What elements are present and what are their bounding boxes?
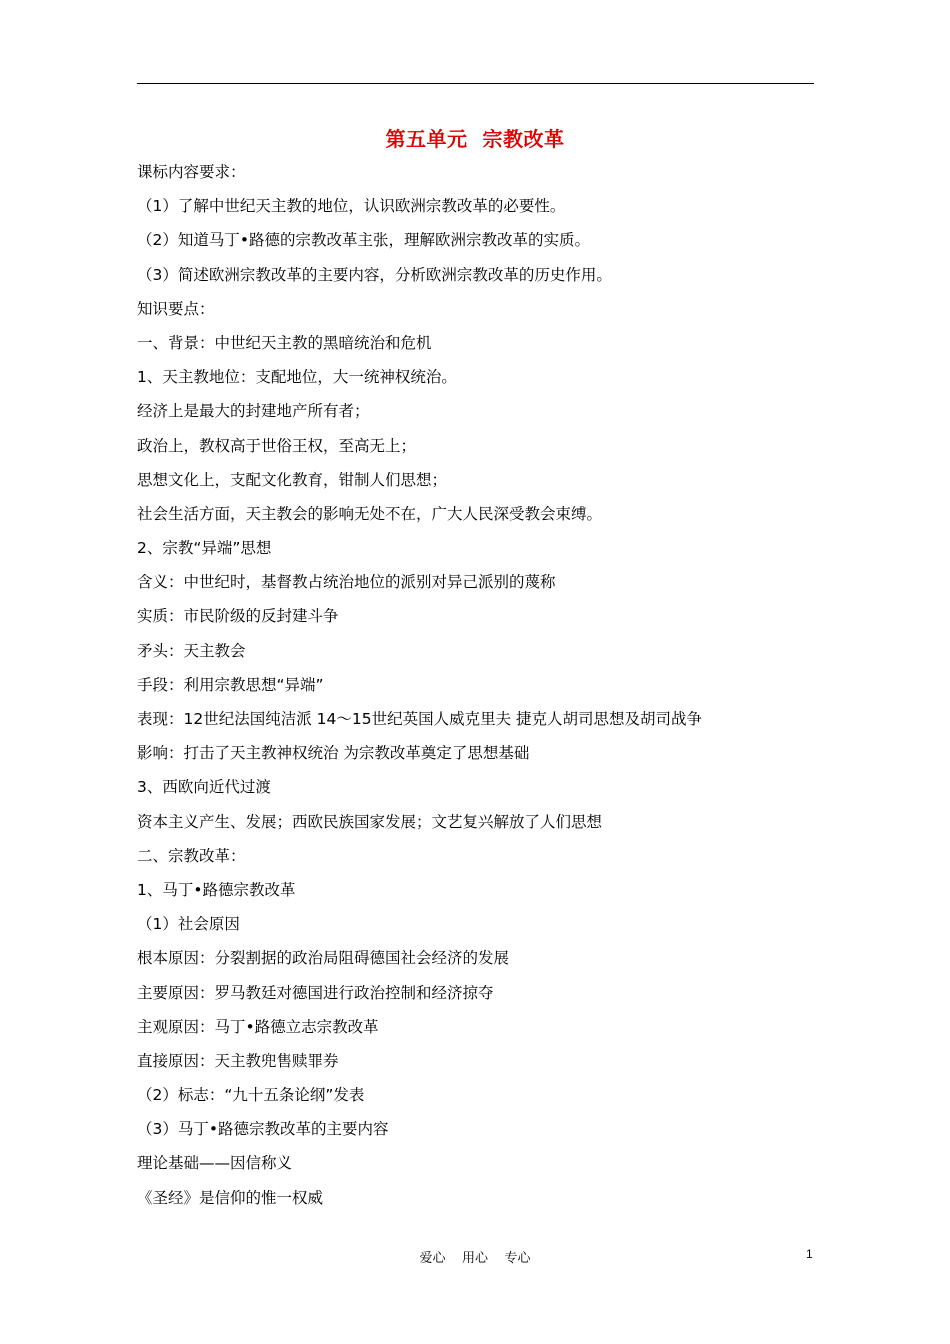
body-line: 直接原因：天主教兜售赎罪券 <box>137 1051 339 1070</box>
body-line: 根本原因：分裂割据的政治局阻碍德国社会经济的发展 <box>137 949 510 968</box>
body-line: 实质：市民阶级的反封建斗争 <box>137 607 339 626</box>
body-line: 课标内容要求： <box>137 163 246 181</box>
body-line: （1）社会原因 <box>137 915 240 934</box>
body-line: 表现：12世纪法国纯洁派 14～15世纪英国人威克里夫 捷克人胡司思想及胡司战争 <box>137 710 703 728</box>
body-line: 2、宗教“异端”思想 <box>137 539 272 558</box>
body-line: 影响：打击了天主教神权统治 为宗教改革奠定了思想基础 <box>137 744 530 763</box>
body-line: 政治上，教权高于世俗王权，至高无上； <box>137 436 417 455</box>
body-line: 理论基础——因信称义 <box>137 1154 293 1173</box>
body-line: 1、马丁•路德宗教改革 <box>137 880 296 899</box>
body-line: 社会生活方面，天主教会的影响无处不在，广大人民深受教会束缚。 <box>137 504 603 523</box>
page-number: 1 <box>806 1247 813 1261</box>
body-line: （2）知道马丁•路德的宗教改革主张，理解欧洲宗教改革的实质。 <box>137 231 591 250</box>
body-line: 1、天主教地位：支配地位，大一统神权统治。 <box>137 368 457 387</box>
body-line: 《圣经》是信仰的惟一权威 <box>137 1188 324 1207</box>
footer-motto: 爱心 用心 专心 <box>419 1251 531 1266</box>
body-line: 主观原因：马丁•路德立志宗教改革 <box>137 1017 379 1036</box>
body-line: （3）简述欧洲宗教改革的主要内容，分析欧洲宗教改革的历史作用。 <box>137 265 612 284</box>
body-line: 一、背景：中世纪天主教的黑暗统治和危机 <box>137 333 432 352</box>
header-rule <box>137 83 814 84</box>
body-line: 经济上是最大的封建地产所有者； <box>137 402 370 421</box>
body-line: 二、宗教改革： <box>137 846 246 865</box>
body-line: 思想文化上，支配文化教育，钳制人们思想； <box>137 470 448 489</box>
body-line: 资本主义产生、发展；西欧民族国家发展；文艺复兴解放了人们思想 <box>137 812 603 831</box>
body-line: （3）马丁•路德宗教改革的主要内容 <box>137 1120 389 1139</box>
body-line: （1）了解中世纪天主教的地位，认识欧洲宗教改革的必要性。 <box>137 197 566 216</box>
body-line: （2）标志：“九十五条论纲”发表 <box>137 1086 365 1105</box>
body-line: 手段：利用宗教思想“异端” <box>137 675 324 694</box>
body-line: 含义：中世纪时，基督教占统治地位的派别对异己派别的蔑称 <box>137 573 556 592</box>
document-body <box>137 160 827 1220</box>
body-line: 知识要点： <box>137 299 215 318</box>
body-line: 3、西欧向近代过渡 <box>137 778 271 797</box>
page-title: 第五单元 宗教改革 <box>385 127 565 151</box>
body-line: 主要原因：罗马教廷对德国进行政治控制和经济掠夺 <box>137 983 494 1002</box>
body-line: 矛头：天主教会 <box>137 641 246 660</box>
